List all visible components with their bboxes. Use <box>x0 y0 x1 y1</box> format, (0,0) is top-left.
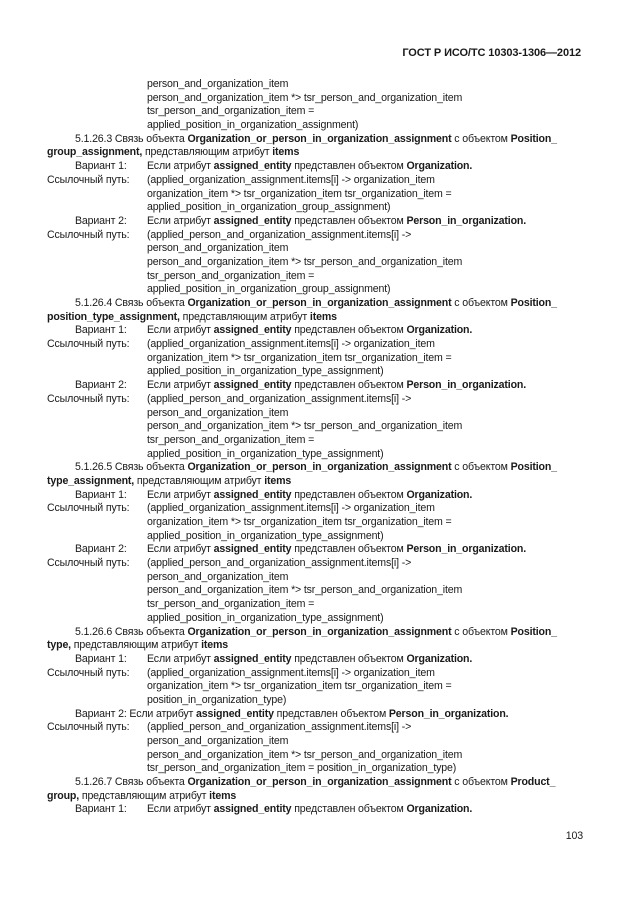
section-heading <box>47 708 587 722</box>
text-run: Вариант 2: Если атрибут <box>75 707 197 720</box>
reference-path-text: (applied_organization_assignment.items[i] -> organization_item <box>147 173 435 186</box>
text-run: представляющим атрибут <box>142 146 273 159</box>
text-run: представляющим атрибут <box>70 639 202 652</box>
path-line: applied_position_in_organization_group_assignment) <box>147 201 391 214</box>
bold-term: Organization_or_person_in_organization_assignment <box>187 297 452 309</box>
path-line: tsr_person_and_organization_item = <box>147 598 315 611</box>
variant-label: Вариант 2: <box>75 543 127 556</box>
reference-path-row <box>47 721 587 735</box>
reference-path-row <box>47 667 587 681</box>
text-run: с объектом <box>451 776 511 789</box>
text-run: представляющим атрибут <box>134 474 265 487</box>
variant-text <box>147 803 472 817</box>
bold-term: items <box>309 310 337 323</box>
text-run: 5.1.26.4 Связь объекта <box>75 297 188 309</box>
variant-row <box>47 215 587 229</box>
bold-term: assigned_entity <box>213 324 292 337</box>
text-run: Если атрибут <box>147 652 214 665</box>
bold-term: Position_ <box>510 625 557 638</box>
bold-term: Organization_or_person_in_organization_assignment <box>187 776 452 789</box>
text-run: представлен объектом <box>291 488 407 501</box>
reference-path-label: Ссылочный путь: <box>47 502 130 515</box>
path-line: applied_position_in_organization_assignment) <box>147 119 359 132</box>
path-line: tsr_person_and_organization_item = position_in_organization_type) <box>147 762 457 775</box>
bold-term: assigned_entity <box>213 214 292 227</box>
text-run: представлен объектом <box>291 324 407 337</box>
bold-term: Position_ <box>510 132 557 145</box>
reference-path-label: Ссылочный путь: <box>47 228 130 241</box>
variant-text <box>147 215 526 229</box>
variant-row <box>47 543 587 557</box>
section-heading <box>47 133 587 147</box>
path-line: applied_position_in_organization_type_assignment) <box>147 365 384 378</box>
bold-term: Organization. <box>406 803 473 816</box>
bold-term: items <box>272 146 300 159</box>
variant-text <box>147 324 472 338</box>
text-run: представляющим атрибут <box>79 789 210 802</box>
variant-row <box>47 489 587 503</box>
bold-term: items <box>264 474 292 487</box>
section-heading-cont <box>47 639 587 653</box>
text-run: представлен объектом <box>291 543 407 556</box>
bold-term: Organization. <box>406 652 473 665</box>
text-run: с объектом <box>451 625 511 638</box>
path-line: person_and_organization_item *> tsr_person_and_organization_item <box>147 584 463 597</box>
bold-term: assigned_entity <box>196 707 274 720</box>
reference-path-text: (applied_organization_assignment.items[i] -> organization_item <box>147 338 435 351</box>
section-heading <box>47 776 587 790</box>
path-line: organization_item *> tsr_organization_item tsr_organization_item = <box>147 516 452 528</box>
reference-path-text: (applied_person_and_organization_assignment.items[i] -> <box>147 721 412 734</box>
page-number: 103 <box>565 830 583 842</box>
path-line: tsr_person_and_organization_item = <box>147 433 315 446</box>
reference-path-row <box>47 557 587 571</box>
page-header: ГОСТ Р ИСО/ТС 10303-1306—2012 <box>402 47 581 59</box>
text-run: Если атрибут <box>147 379 214 392</box>
reference-path-label: Ссылочный путь: <box>47 338 130 351</box>
text-run: представлен объектом <box>291 652 407 665</box>
text-run: представляющим атрибут <box>179 310 310 323</box>
bold-term: type_assignment, <box>47 474 135 487</box>
bold-term: Position_ <box>510 297 557 309</box>
bold-term: assigned_entity <box>213 803 292 816</box>
path-line: applied_position_in_organization_group_assignment) <box>147 283 391 296</box>
path-line: organization_item *> tsr_organization_item tsr_organization_item = <box>147 187 452 200</box>
bold-term: Position_ <box>510 461 557 474</box>
text-run: с объектом <box>451 461 511 474</box>
bold-term: Organization. <box>406 488 473 501</box>
variant-label: Вариант 1: <box>75 803 127 816</box>
path-line: person_and_organization_item *> tsr_person_and_organization_item <box>147 91 463 104</box>
path-line: person_and_organization_item *> tsr_person_and_organization_item <box>147 748 463 761</box>
bold-term: Organization. <box>406 324 473 337</box>
reference-path-label: Ссылочный путь: <box>47 173 130 186</box>
variant-label: Вариант 2: <box>75 214 127 227</box>
text-run: 5.1.26.5 Связь объекта <box>75 461 188 474</box>
path-line: person_and_organization_item <box>147 78 289 90</box>
variant-row <box>47 379 587 393</box>
text-run: представлен объектом <box>291 214 407 227</box>
reference-path-row <box>47 229 587 243</box>
text-run: Если атрибут <box>147 324 214 337</box>
variant-label: Вариант 1: <box>75 488 127 501</box>
path-line: tsr_person_and_organization_item = <box>147 105 315 118</box>
text-run: Если атрибут <box>147 214 214 227</box>
path-line: person_and_organization_item <box>147 242 289 255</box>
path-line: applied_position_in_organization_type_assignment) <box>147 611 384 624</box>
text-run: с объектом <box>451 132 511 145</box>
bold-term: position_type_assignment, <box>47 310 180 323</box>
reference-path-text: (applied_organization_assignment.items[i] -> organization_item <box>147 666 435 679</box>
variant-text <box>147 379 526 393</box>
bold-term: group, <box>47 789 80 802</box>
reference-path-text: (applied_person_and_organization_assignment.items[i] -> <box>147 557 412 570</box>
text-run: Если атрибут <box>147 488 214 501</box>
bold-term: type, <box>47 639 71 652</box>
text-run: 5.1.26.3 Связь объекта <box>75 132 188 145</box>
bold-term: Product_ <box>510 776 556 789</box>
path-line: person_and_organization_item *> tsr_person_and_organization_item <box>147 420 463 433</box>
text-run: Если атрибут <box>147 160 214 173</box>
path-line: organization_item *> tsr_organization_item tsr_organization_item = <box>147 680 452 693</box>
section-heading <box>47 626 587 640</box>
variant-text <box>147 653 472 667</box>
bold-term: assigned_entity <box>213 160 292 173</box>
reference-path-label: Ссылочный путь: <box>47 721 130 734</box>
bold-term: Organization. <box>406 160 473 173</box>
reference-path-row <box>47 174 587 188</box>
variant-label: Вариант 1: <box>75 160 127 173</box>
reference-path-text: (applied_organization_assignment.items[i] -> organization_item <box>147 502 435 515</box>
bold-term: items <box>201 639 229 652</box>
section-heading-cont <box>47 790 587 804</box>
variant-row <box>47 803 587 817</box>
path-line: applied_position_in_organization_type_assignment) <box>147 447 384 460</box>
reference-path-row <box>47 338 587 352</box>
section-heading <box>47 461 587 475</box>
reference-path-label: Ссылочный путь: <box>47 666 130 679</box>
bold-term: Person_in_organization. <box>388 707 509 720</box>
variant-row <box>47 160 587 174</box>
path-line: position_in_organization_type) <box>147 693 287 706</box>
text-run: представлен объектом <box>273 707 389 720</box>
reference-path-row <box>47 393 587 407</box>
path-line: organization_item *> tsr_organization_item tsr_organization_item = <box>147 351 452 364</box>
section-heading <box>47 297 587 311</box>
text-run: Если атрибут <box>147 803 214 816</box>
path-line: tsr_person_and_organization_item = <box>147 269 315 282</box>
bold-term: Organization_or_person_in_organization_assignment <box>187 461 452 474</box>
text-run: Если атрибут <box>147 543 214 556</box>
bold-term: assigned_entity <box>213 488 292 501</box>
reference-path-row <box>47 502 587 516</box>
path-line: person_and_organization_item *> tsr_person_and_organization_item <box>147 255 463 268</box>
bold-term: Person_in_organization. <box>406 543 527 556</box>
section-heading-cont <box>47 146 587 160</box>
reference-path-label: Ссылочный путь: <box>47 557 130 570</box>
variant-text <box>147 543 526 557</box>
variant-label: Вариант 1: <box>75 652 127 665</box>
document-body <box>47 78 587 817</box>
section-heading-cont <box>47 311 587 325</box>
bold-term: assigned_entity <box>213 543 292 556</box>
variant-row <box>47 653 587 667</box>
text-run: представлен объектом <box>291 803 407 816</box>
section-heading-cont <box>47 475 587 489</box>
variant-label: Вариант 1: <box>75 324 127 337</box>
bold-term: Organization_or_person_in_organization_assignment <box>187 132 452 145</box>
bold-term: items <box>209 789 237 802</box>
variant-label: Вариант 2: <box>75 379 127 392</box>
path-line: applied_position_in_organization_type_assignment) <box>147 529 384 542</box>
variant-text <box>147 160 472 174</box>
reference-path-text: (applied_person_and_organization_assignment.items[i] -> <box>147 228 412 241</box>
bold-term: Organization_or_person_in_organization_assignment <box>187 625 452 638</box>
variant-row <box>47 324 587 338</box>
text-run: представлен объектом <box>291 379 407 392</box>
reference-path-label: Ссылочный путь: <box>47 392 130 405</box>
path-line: person_and_organization_item <box>147 735 289 747</box>
bold-term: Person_in_organization. <box>406 214 527 227</box>
bold-term: assigned_entity <box>213 379 292 392</box>
text-run: с объектом <box>451 297 511 309</box>
text-run: представлен объектом <box>291 160 407 173</box>
bold-term: group_assignment, <box>47 146 143 159</box>
variant-text <box>147 489 472 503</box>
reference-path-text: (applied_person_and_organization_assignment.items[i] -> <box>147 392 412 405</box>
bold-term: assigned_entity <box>213 652 292 665</box>
path-line: person_and_organization_item <box>147 570 289 583</box>
text-run: 5.1.26.6 Связь объекта <box>75 625 188 638</box>
bold-term: Person_in_organization. <box>406 379 527 392</box>
path-line: person_and_organization_item <box>147 406 289 419</box>
text-run: 5.1.26.7 Связь объекта <box>75 776 188 789</box>
